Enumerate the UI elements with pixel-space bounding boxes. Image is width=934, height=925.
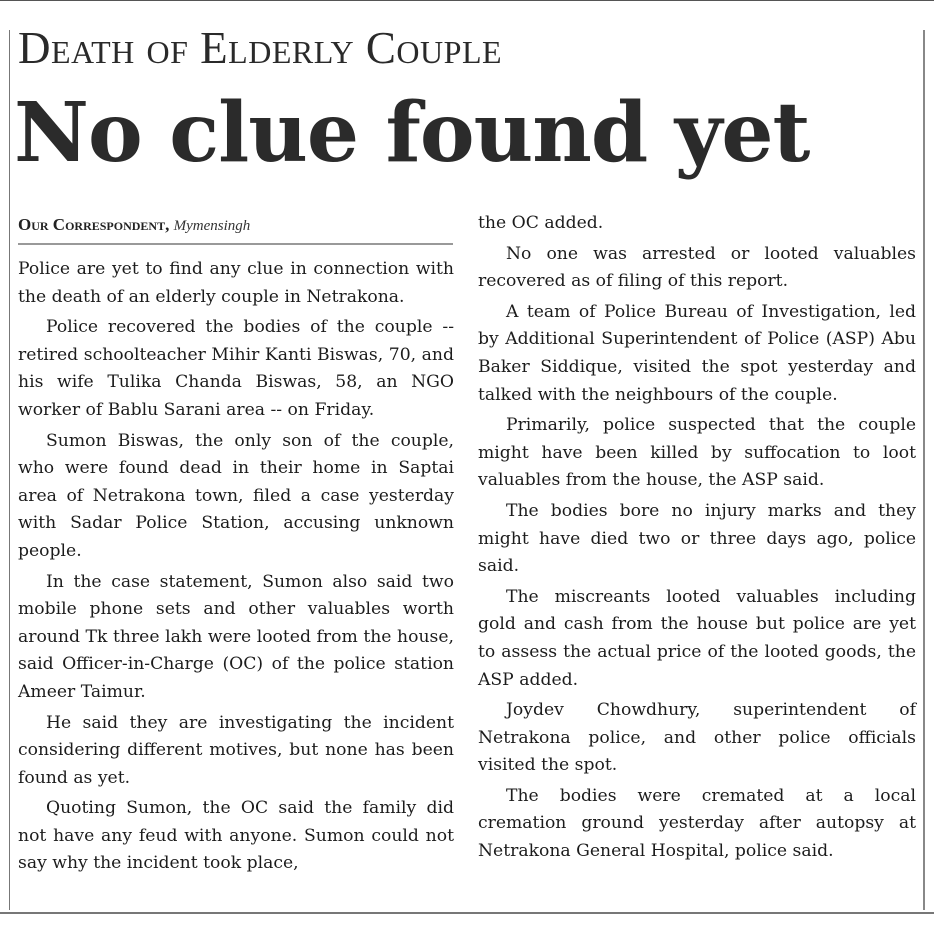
frame-left-rule xyxy=(9,30,10,910)
frame-bottom-rule xyxy=(0,912,934,914)
byline-name: Our Correspondent, xyxy=(18,215,170,234)
paragraph: the OC added. xyxy=(478,213,604,233)
article-kicker: Death of Elderly Couple xyxy=(18,23,503,73)
paragraph: Police are yet to find any clue in connection with the death of an elderly couple in Netrakona. xyxy=(18,259,454,307)
paragraph: The miscreants looted valuables including gold and cash from the house but police are yet to assess the actual price of the looted goods, the ASP added. xyxy=(478,586,916,690)
paragraph: The bodies bore no injury marks and they might have died two or three days ago, police said. xyxy=(478,500,916,577)
paragraph: Sumon Biswas, the only son of the couple, who were found dead in their home in Saptai area of Netrakona town, filed a case yesterday with Sadar Police Station, accusing unknown people. xyxy=(18,430,454,561)
paragraph: No one was arrested or looted valuables recovered as of filing of this report. xyxy=(478,243,916,292)
article-column-2 xyxy=(478,210,916,869)
paragraph: The bodies were cremated at a local cremation ground yesterday after autopsy at Netrakona General Hospital, police said. xyxy=(478,785,916,862)
paragraph: He said they are investigating the incident considering different motives, but none has been found as yet. xyxy=(18,712,454,788)
article-column-1 xyxy=(18,256,454,881)
byline-divider xyxy=(18,243,453,245)
paragraph: In the case statement, Sumon also said two mobile phone sets and other valuables worth around Tk three lakh were looted from the house, said Officer-in-Charge (OC) of the police station Ameer Taimur. xyxy=(18,571,454,702)
byline xyxy=(18,213,458,238)
article-headline: No clue found yet xyxy=(14,85,810,181)
paragraph: Police recovered the bodies of the couple -- retired schoolteacher Mihir Kanti Biswas, 70, and his wife Tulika Chanda Biswas, 58, an NGO worker of Bablu Sarani area -- on Friday. xyxy=(18,317,454,420)
frame-top-rule xyxy=(0,0,934,1)
frame-right-rule xyxy=(923,30,925,910)
paragraph: Quoting Sumon, the OC said the family did not have any feud with anyone. Sumon could not say why the incident took place, xyxy=(18,798,454,874)
byline-location: Mymensingh xyxy=(173,218,251,234)
paragraph: Joydev Chowdhury, superintendent of Netrakona police, and other police officials visited the spot. xyxy=(478,700,916,776)
paragraph: A team of Police Bureau of Investigation, led by Additional Superintendent of Police (ASP) Abu Baker Siddique, visited the spot yesterday and talked with the neighbours of the couple. xyxy=(478,301,916,405)
paragraph: Primarily, police suspected that the couple might have been killed by suffocation to loot valuables from the house, the ASP said. xyxy=(478,415,916,491)
